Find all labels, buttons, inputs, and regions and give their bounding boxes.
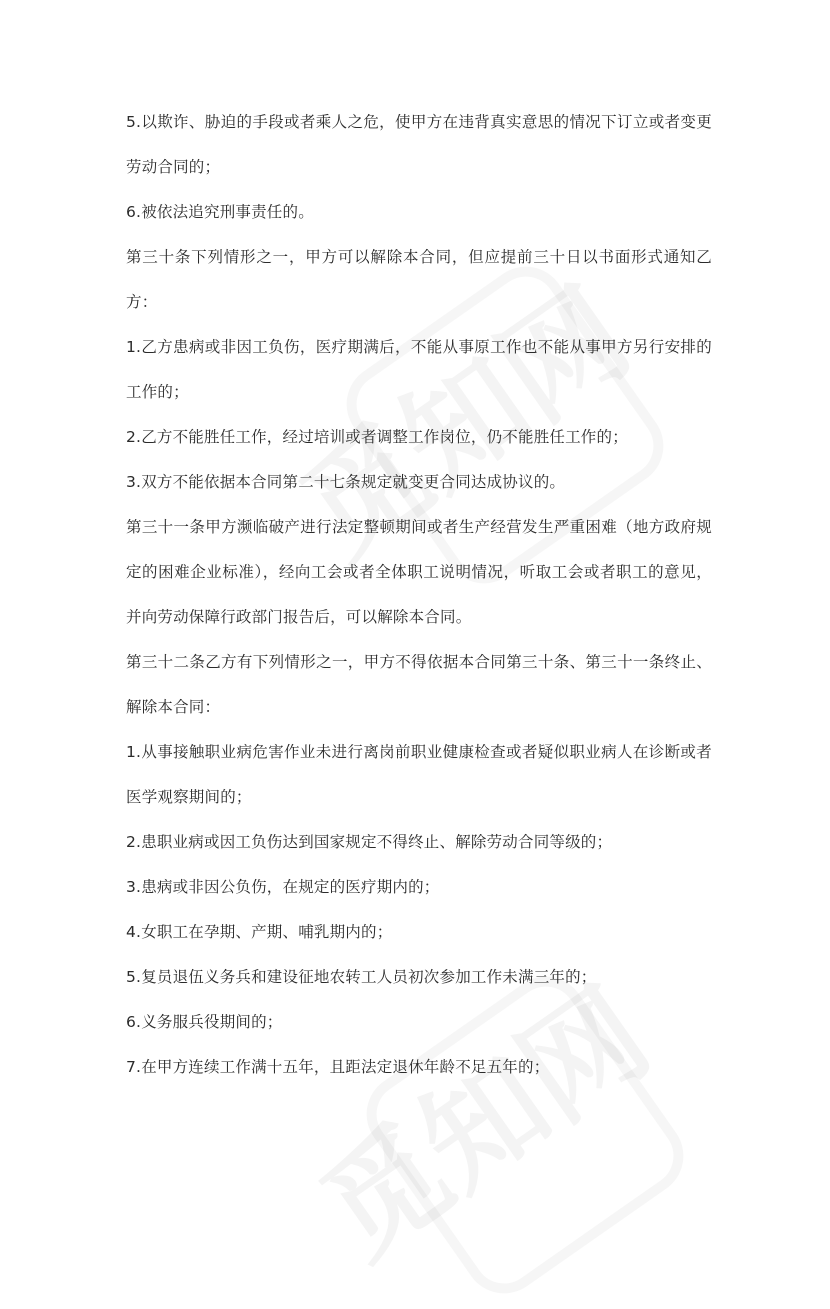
paragraph-article-32-item-1: 1.从事接触职业病危害作业未进行离岗前职业健康检查或者疑似职业病人在诊断或者医学观察期间的； — [126, 743, 712, 806]
paragraph-clause-5: 5.以欺诈、胁迫的手段或者乘人之危，使甲方在违背真实意思的情况下订立或者变更劳动合同的； — [126, 113, 712, 176]
paragraph-article-30-item-2: 2.乙方不能胜任工作，经过培训或者调整工作岗位，仍不能胜任工作的； — [126, 428, 628, 446]
paragraph-article-32-item-5: 5.复员退伍义务兵和建设征地农转工人员初次参加工作未满三年的； — [126, 968, 597, 986]
paragraph-article-32-item-6: 6.义务服兵役期间的； — [126, 1013, 283, 1031]
paragraph-article-30-item-3: 3.双方不能依据本合同第二十七条规定就变更合同达成协议的。 — [126, 473, 566, 491]
paragraph-article-32-item-3: 3.患病或非因公负伤，在规定的医疗期内的； — [126, 878, 440, 896]
paragraph-article-31: 第三十一条甲方濒临破产进行法定整顿期间或者生产经营发生严重困难（地方政府规定的困难企业标准），经向工会或者全体职工说明情况，听取工会或者职工的意见，并向劳动保障行政部门报告后，可以解除本合同。 — [126, 518, 712, 626]
paragraph-article-32: 第三十二条乙方有下列情形之一，甲方不得依据本合同第三十条、第三十一条终止、解除本合同： — [126, 653, 712, 716]
paragraph-article-30: 第三十条下列情形之一，甲方可以解除本合同，但应提前三十日以书面形式通知乙方： — [126, 248, 712, 311]
paragraph-article-30-item-1: 1.乙方患病或非因工负伤，医疗期满后，不能从事原工作也不能从事甲方另行安排的工作的； — [126, 338, 712, 401]
paragraph-article-32-item-7: 7.在甲方连续工作满十五年，且距法定退休年龄不足五年的； — [126, 1058, 550, 1076]
document-body — [126, 100, 712, 1090]
paragraph-clause-6: 6.被依法追究刑事责任的。 — [126, 203, 314, 221]
paragraph-article-32-item-4: 4.女职工在孕期、产期、哺乳期内的； — [126, 923, 393, 941]
paragraph-article-32-item-2: 2.患职业病或因工负伤达到国家规定不得终止、解除劳动合同等级的； — [126, 833, 613, 851]
